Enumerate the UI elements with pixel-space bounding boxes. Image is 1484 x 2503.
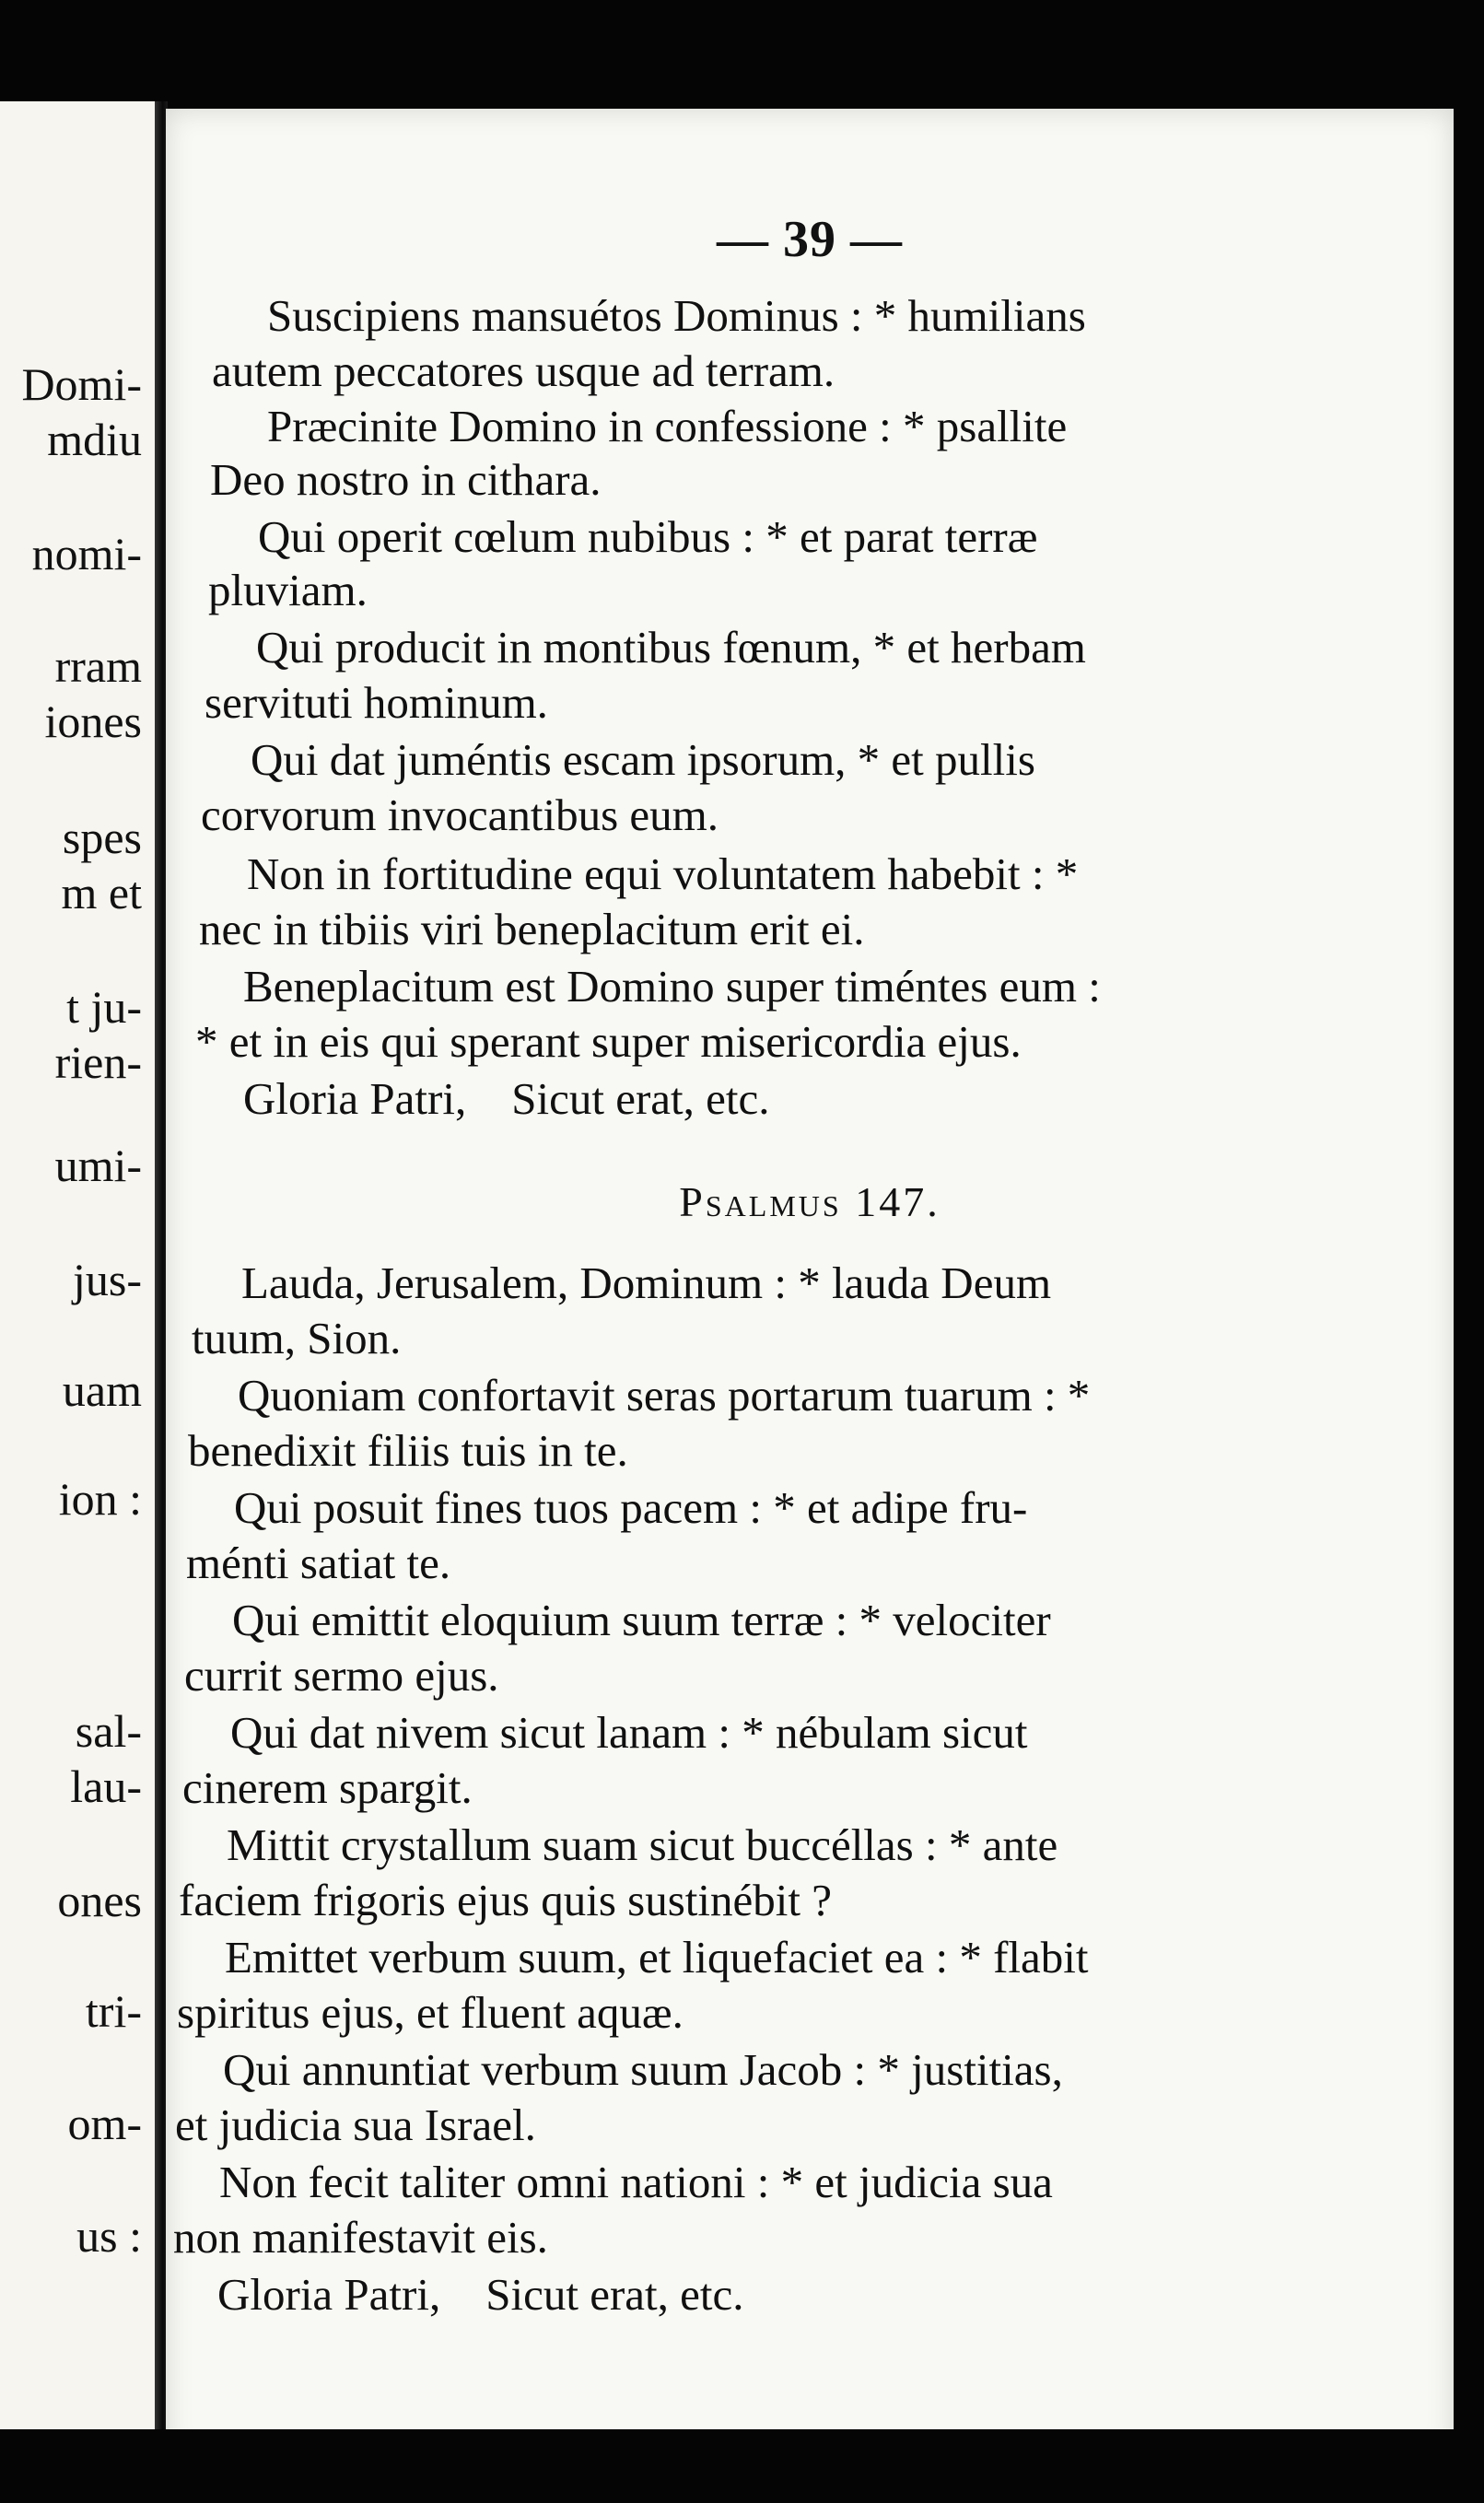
left-page-line: ion : bbox=[58, 1473, 142, 1525]
left-page-line: umi- bbox=[54, 1140, 142, 1191]
gloria-patri-line: Gloria Patri, Sicut erat, etc. bbox=[217, 2269, 744, 2320]
verse-line: Qui dat nivem sicut lanam : * nébulam sicut bbox=[230, 1707, 1028, 1758]
verse-line: pluviam. bbox=[208, 565, 368, 615]
verse-line: Præcinite Domino in confessione : * psallite bbox=[267, 401, 1068, 451]
left-page-line: jus- bbox=[73, 1254, 142, 1305]
verse-line: benedixit filiis tuis in te. bbox=[188, 1425, 628, 1476]
verse-line: nec in tibiis viri beneplacitum erit ei. bbox=[199, 904, 865, 954]
verse-line: Non fecit taliter omni nationi : * et judicia sua bbox=[219, 2157, 1053, 2207]
verse-line: cinerem spargit. bbox=[182, 1762, 473, 1813]
verse-line: Qui operit cœlum nubibus : * et parat terræ bbox=[258, 511, 1038, 562]
verse-line: corvorum invocantibus eum. bbox=[201, 789, 719, 840]
left-page-line: Domi- bbox=[21, 358, 142, 410]
verse-line: Non in fortitudine equi voluntatem habebit : * bbox=[247, 848, 1079, 899]
left-page-line: sal- bbox=[75, 1705, 142, 1757]
verse-line: autem peccatores usque ad terram. bbox=[212, 345, 835, 396]
left-page-line: us : bbox=[76, 2210, 142, 2262]
left-page-line: t ju- bbox=[66, 981, 142, 1033]
scan-bottom-edge bbox=[0, 2429, 1484, 2503]
verse-line: servituti hominum. bbox=[204, 677, 548, 728]
page-number: — 39 — bbox=[717, 211, 903, 268]
gloria-patri-line: Gloria Patri, Sicut erat, etc. bbox=[243, 1073, 770, 1124]
left-page-line: rien- bbox=[54, 1036, 142, 1088]
verse-line: Lauda, Jerusalem, Dominum : * lauda Deum bbox=[241, 1257, 1052, 1308]
left-facing-page bbox=[0, 101, 158, 2432]
verse-line: Qui emittit eloquium suum terræ : * velociter bbox=[232, 1595, 1051, 1645]
verse-line: non manifestavit eis. bbox=[173, 2212, 548, 2263]
verse-line: Suscipiens mansuétos Dominus : * humilians bbox=[267, 290, 1086, 341]
left-page-line: uam bbox=[62, 1364, 142, 1416]
left-page-line: om- bbox=[67, 2098, 142, 2149]
left-page-line: ones bbox=[57, 1875, 142, 1926]
left-page-line: tri- bbox=[85, 1985, 142, 2037]
verse-line: spiritus ejus, et fluent aquæ. bbox=[177, 1987, 684, 2038]
verse-line: tuum, Sion. bbox=[192, 1313, 402, 1363]
verse-line: Emittet verbum suum, et liquefaciet ea : * flabit bbox=[225, 1932, 1089, 1983]
left-page-line: nomi- bbox=[31, 528, 142, 579]
verse-line: Qui posuit fines tuos pacem : * et adipe fru- bbox=[234, 1482, 1028, 1533]
left-page-line: iones bbox=[44, 696, 142, 747]
verse-line: Mittit crystallum suam sicut buccéllas : * ante bbox=[227, 1819, 1058, 1870]
verse-line: Qui annuntiat verbum suum Jacob : * justitias, bbox=[223, 2044, 1063, 2095]
left-page-line: spes bbox=[62, 812, 142, 863]
verse-line: faciem frigoris ejus quis sustinébit ? bbox=[179, 1875, 832, 1925]
verse-line: Qui producit in montibus fœnum, * et herbam bbox=[256, 622, 1086, 673]
left-page-line: rram bbox=[54, 640, 142, 692]
left-page-line: m et bbox=[61, 867, 142, 918]
psalm-heading: Psalmus 147. bbox=[679, 1178, 941, 1225]
verse-line: Deo nostro in cithara. bbox=[210, 454, 602, 505]
left-page-line: mdiu bbox=[47, 414, 142, 465]
verse-line: Quoniam confortavit seras portarum tuarum : * bbox=[238, 1370, 1091, 1421]
verse-line: Beneplacitum est Domino super timéntes eum : bbox=[243, 961, 1101, 1012]
verse-line: et judicia sua Israel. bbox=[175, 2099, 536, 2150]
verse-line: * et in eis qui sperant super misericordia ejus. bbox=[195, 1016, 1022, 1067]
verse-line: ménti satiat te. bbox=[186, 1538, 451, 1588]
verse-line: Qui dat juméntis escam ipsorum, * et pullis bbox=[251, 734, 1035, 785]
right-page bbox=[166, 109, 1454, 2458]
left-page-line: lau- bbox=[70, 1760, 142, 1812]
verse-line: currit sermo ejus. bbox=[184, 1650, 499, 1701]
